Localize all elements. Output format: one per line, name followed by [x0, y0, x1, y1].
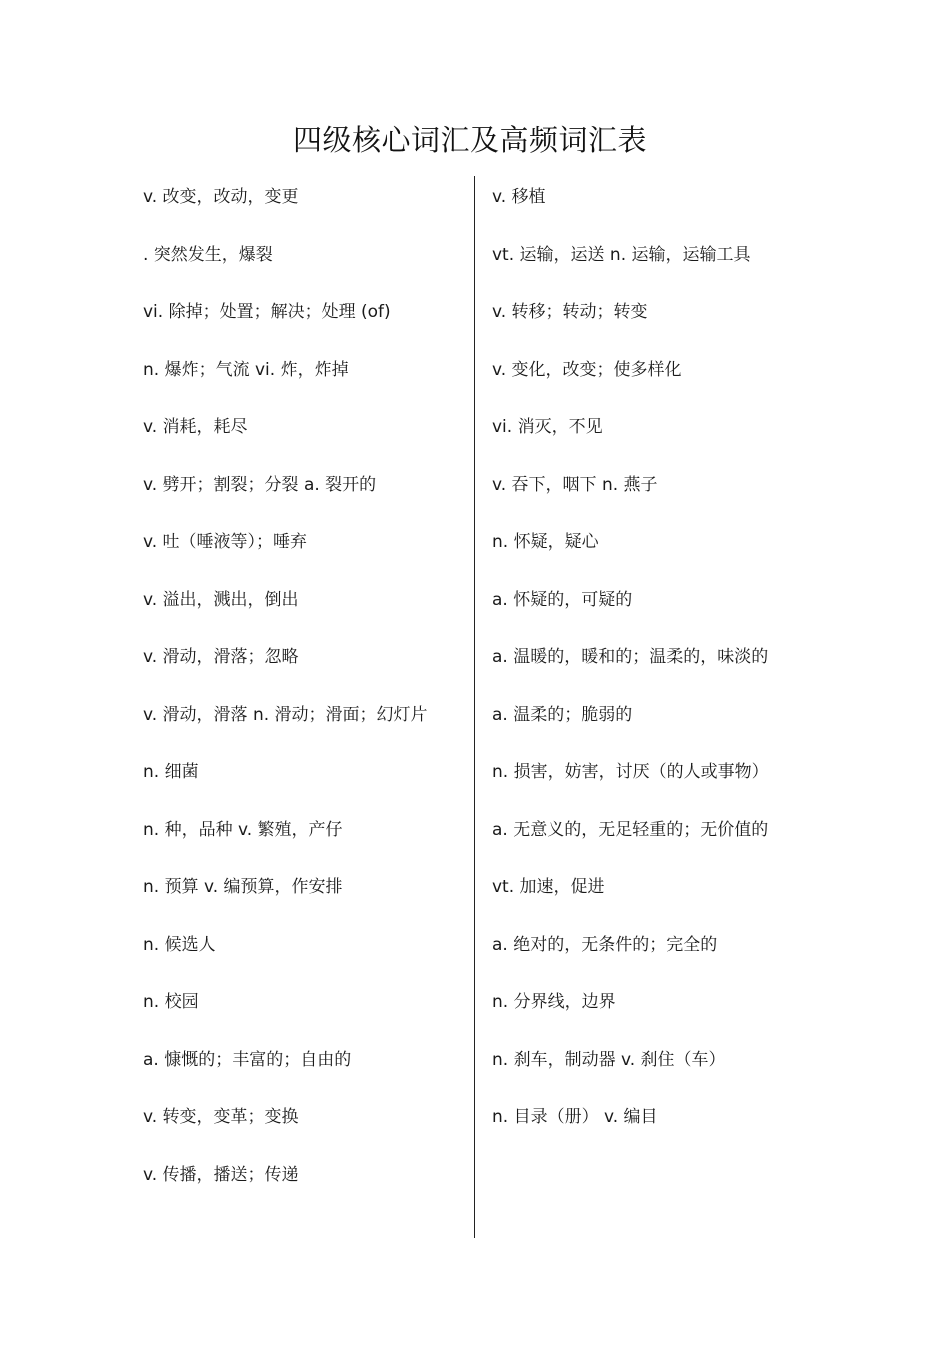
vocab-entry: vt. 运输，运送 n. 运输，运输工具 [492, 244, 751, 265]
vocab-entry: v. 吐（唾液等）；唾弃 [143, 532, 308, 552]
vocab-entry: v. 移植 [492, 187, 546, 207]
vocab-entry: a. 温柔的；脆弱的 [492, 704, 633, 725]
vocab-entry: a. 怀疑的，可疑的 [492, 589, 633, 610]
vocab-entry: n. 怀疑，疑心 [492, 532, 599, 552]
vocab-entry: a. 温暖的，暖和的；温柔的，味淡的 [492, 647, 769, 667]
vocab-entry: a. 无意义的，无足轻重的；无价值的 [492, 819, 769, 840]
vocab-entry: v. 传播，播送；传递 [143, 1164, 299, 1185]
vocab-entry: vi. 消灭，不见 [492, 417, 603, 437]
vocab-entry: . 突然发生，爆裂 [143, 244, 273, 265]
vocab-entry: vt. 加速，促进 [492, 877, 605, 897]
vocab-entry: v. 劈开；割裂；分裂 a. 裂开的 [143, 474, 377, 495]
vocab-entry: n. 预算 v. 编预算，作安排 [143, 877, 343, 897]
vocab-entry: n. 刹车，制动器 v. 刹住（车） [492, 1049, 726, 1070]
right-column [492, 180, 812, 1158]
vocab-entry: n. 爆炸；气流 vi. 炸，炸掉 [143, 359, 349, 380]
vocab-entry: n. 分界线，边界 [492, 992, 616, 1012]
vocab-entry: v. 滑动，滑落 n. 滑动；滑面；幻灯片 [143, 704, 428, 725]
vocab-entry: v. 吞下，咽下 n. 燕子 [492, 474, 658, 495]
vocab-entry: v. 转变，变革；变换 [143, 1107, 299, 1127]
left-column [143, 180, 453, 1215]
page-title: 四级核心词汇及高频词汇表 [292, 123, 647, 157]
vocab-entry: v. 变化，改变；使多样化 [492, 359, 682, 380]
vocab-entry: v. 滑动，滑落；忽略 [143, 647, 299, 667]
vocab-entry: v. 消耗，耗尽 [143, 417, 248, 437]
vocab-entry: v. 转移；转动；转变 [492, 302, 648, 322]
vocab-entry: v. 溢出，溅出，倒出 [143, 589, 299, 610]
vocab-entry: n. 校园 [143, 992, 199, 1012]
vocab-entry: n. 目录（册） v. 编目 [492, 1107, 658, 1127]
vocab-entry: a. 慷慨的；丰富的；自由的 [143, 1049, 352, 1070]
vocab-entry: n. 损害，妨害，讨厌（的人或事物） [492, 762, 769, 782]
vocab-entry: vi. 除掉；处置；解决；处理 (of) [143, 302, 391, 322]
vocab-entry: n. 种，品种 v. 繁殖，产仔 [143, 819, 343, 840]
vocab-entry: n. 细菌 [143, 762, 199, 782]
vocab-entry: n. 候选人 [143, 934, 216, 955]
vocab-entry: v. 改变，改动，变更 [143, 187, 299, 207]
column-divider [474, 176, 475, 1238]
vocab-entry: a. 绝对的，无条件的；完全的 [492, 934, 718, 955]
